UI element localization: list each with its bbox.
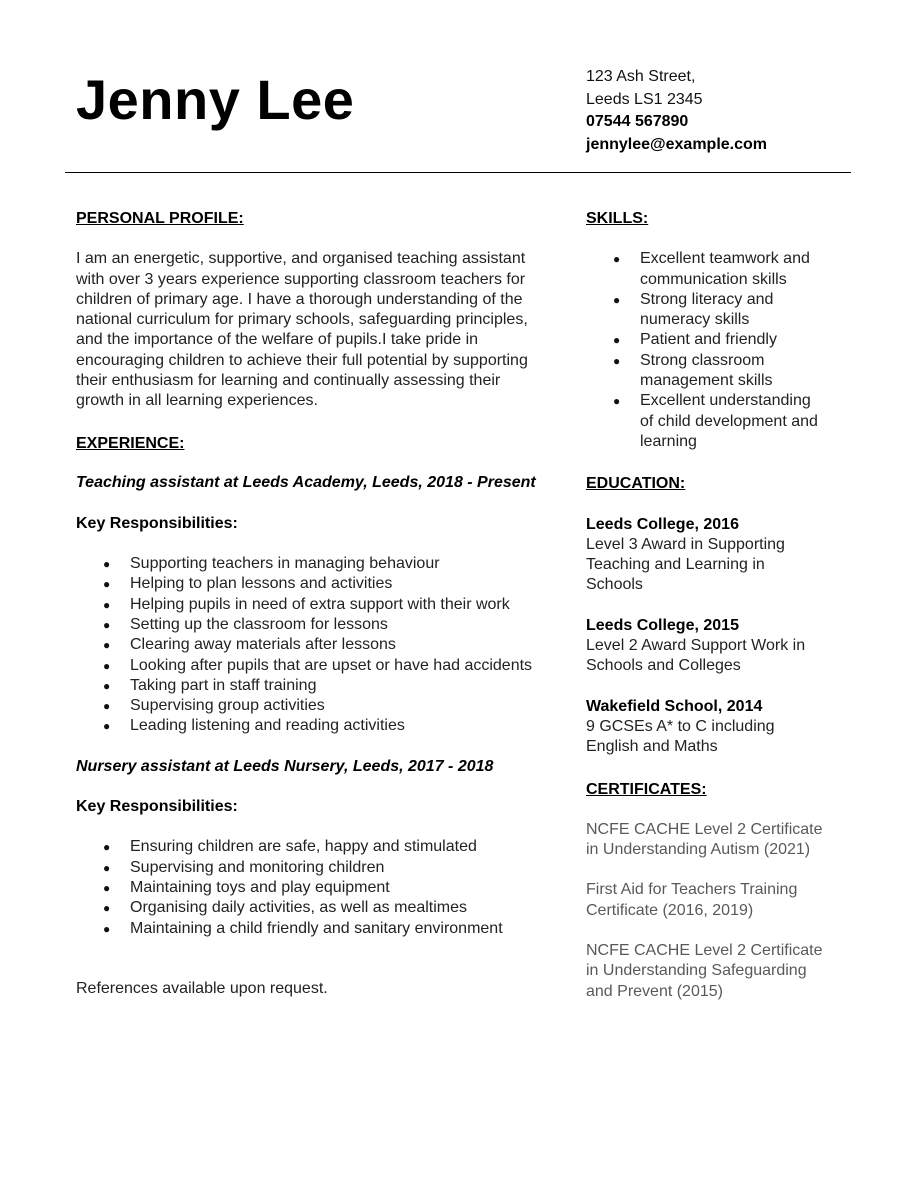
education-detail-3: 9 GCSEs A* to C including English and Maths — [586, 717, 775, 756]
certificate-3: NCFE CACHE Level 2 Certificate in Understanding Safeguarding and Prevent (2015) — [586, 942, 823, 1000]
job-1-responsibilities-heading: Key Responsibilities: — [76, 514, 238, 532]
profile-heading: PERSONAL PROFILE: — [76, 210, 244, 227]
list-item: ● Maintaining toys and play equipment — [76, 878, 546, 898]
education-detail-1: Level 3 Award in Supporting Teaching and Learning in Schools — [586, 535, 785, 594]
list-item: ● Leading listening and reading activities — [76, 716, 546, 736]
job-2-responsibilities-list — [76, 837, 546, 938]
skills-list — [586, 249, 826, 452]
phone-number: 07544 567890 — [586, 113, 689, 130]
list-item: ● Helping pupils in need of extra support with their work — [76, 595, 546, 615]
header-divider — [65, 172, 851, 173]
list-item: ● Clearing away materials after lessons — [76, 635, 546, 655]
list-item: ● Helping to plan lessons and activities — [76, 574, 546, 594]
list-item: ● Ensuring children are safe, happy and stimulated — [76, 837, 546, 857]
contact-block — [586, 66, 767, 156]
list-item: ● Supervising and monitoring children — [76, 858, 546, 878]
certificate-1: NCFE CACHE Level 2 Certificate in Understanding Autism (2021) — [586, 820, 823, 859]
education-heading: EDUCATION: — [586, 475, 686, 493]
list-item: ● Strong literacy and numeracy skills — [586, 290, 826, 331]
list-item: ● Strong classroom management skills — [586, 351, 826, 392]
job-title-1: Teaching assistant at Leeds Academy, Leeds, 2018 - Present — [76, 474, 536, 492]
candidate-name: Jenny Lee — [76, 68, 355, 131]
education-detail-2: Level 2 Award Support Work in Schools and Colleges — [586, 637, 806, 675]
list-item: ● Excellent teamwork and communication skills — [586, 249, 826, 290]
list-item: ● Patient and friendly — [586, 330, 826, 350]
references-note: References available upon request. — [76, 980, 328, 998]
list-item: ● Excellent understanding of child development and learning — [586, 391, 826, 452]
list-item: ● Maintaining a child friendly and sanitary environment — [76, 919, 546, 939]
job-2-responsibilities-heading: Key Responsibilities: — [76, 798, 238, 816]
address-line-1: 123 Ash Street, — [586, 68, 696, 85]
experience-heading: EXPERIENCE: — [76, 434, 185, 452]
profile-text: I am an energetic, supportive, and organised teaching assistant with over 3 years experience supporting classroom teachers for children of primary age. I have a thorough understanding of the national curriculum for primary schools, safeguarding principles, and the importance of the welfare of pupils.I take pride in encouraging children to achieve their full potential by supporting their enthusiasm for learning and continually assessing their growth in all learning experiences. — [76, 250, 528, 410]
right-column — [586, 209, 826, 1002]
list-item: ● Setting up the classroom for lessons — [76, 615, 546, 635]
list-item: ● Supervising group activities — [76, 696, 546, 716]
list-item: ● Organising daily activities, as well as mealtimes — [76, 898, 546, 918]
education-school-3: Wakefield School, 2014 — [586, 697, 763, 715]
certificate-2: First Aid for Teachers Training Certificate (2016, 2019) — [586, 881, 798, 919]
education-school-1: Leeds College, 2016 — [586, 515, 739, 533]
list-item: ● Looking after pupils that are upset or have had accidents — [76, 656, 546, 676]
email-address: jennylee@example.com — [586, 135, 768, 153]
address-line-2: Leeds LS1 2345 — [586, 90, 703, 108]
certificates-heading: CERTIFICATES: — [586, 780, 707, 798]
list-item: ● Taking part in staff training — [76, 676, 546, 696]
job-1-responsibilities-list — [76, 554, 546, 737]
education-school-2: Leeds College, 2015 — [586, 616, 739, 634]
job-title-2: Nursery assistant at Leeds Nursery, Leeds, 2017 - 2018 — [76, 757, 494, 775]
left-column — [76, 209, 546, 1000]
skills-heading: SKILLS: — [586, 210, 649, 227]
list-item: ● Supporting teachers in managing behaviour — [76, 554, 546, 574]
